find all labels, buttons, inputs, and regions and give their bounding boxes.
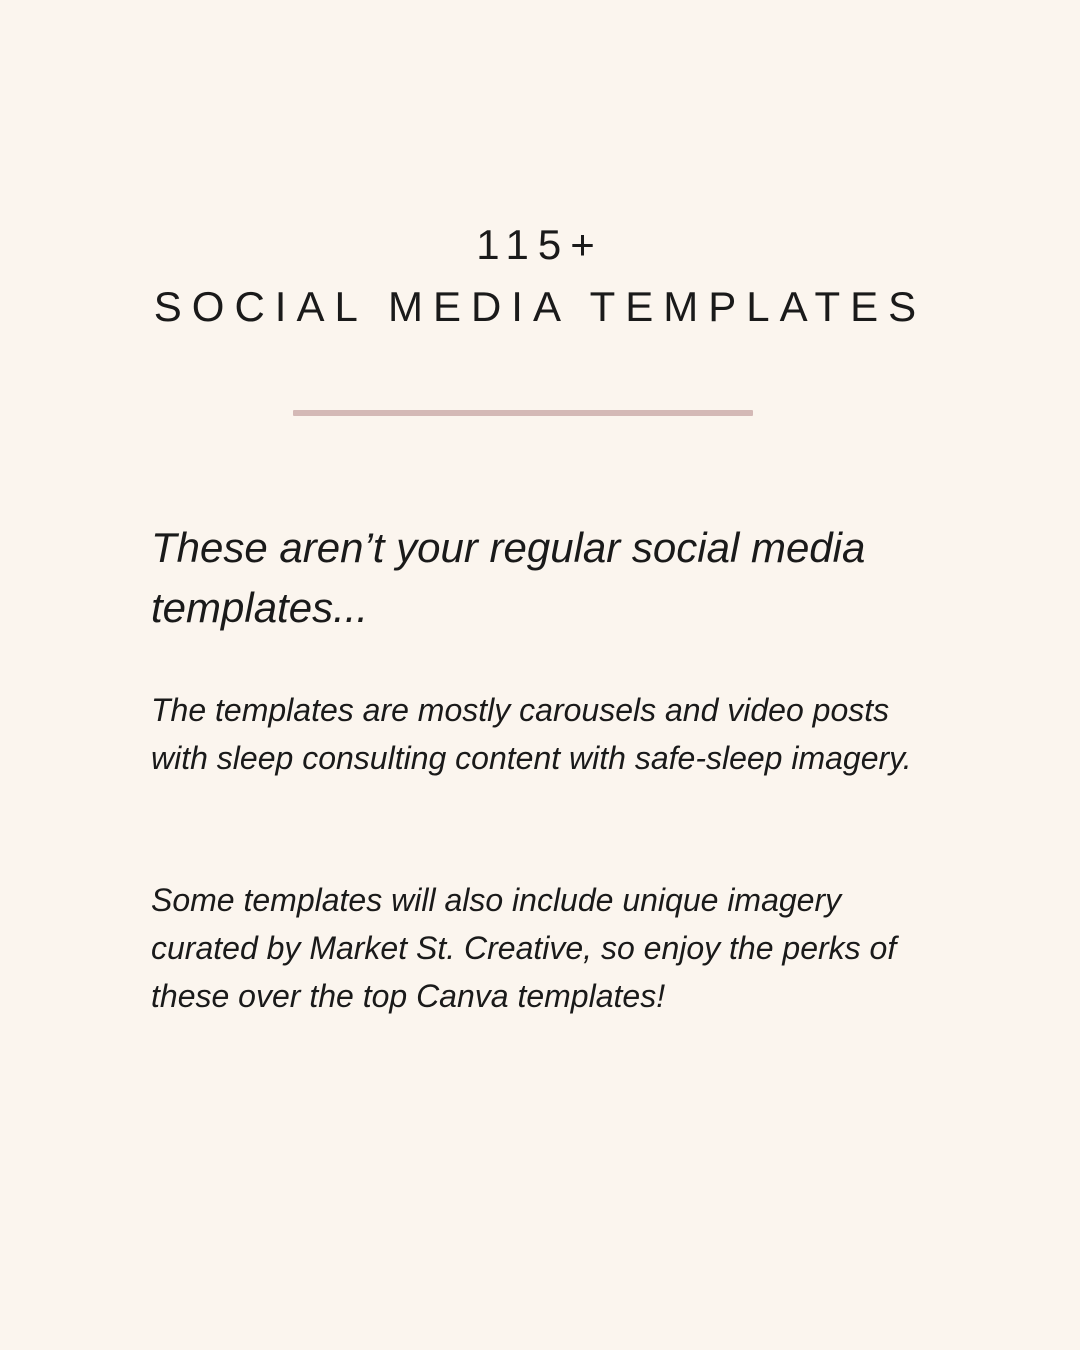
- heading: [0, 214, 1080, 338]
- template-count: 115+: [476, 221, 604, 268]
- lead-text: These aren’t your regular social media templates...: [151, 524, 866, 631]
- page-title: SOCIAL MEDIA TEMPLATES: [153, 283, 927, 330]
- description-paragraph-1: The templates are mostly carousels and video posts with sleep consulting content with safe-sleep imagery.: [151, 692, 912, 776]
- divider-line: [293, 410, 753, 416]
- description-paragraph-2: Some templates will also include unique imagery curated by Market St. Creative, so enjoy the perks of these over the top Canva templates!: [151, 882, 897, 1014]
